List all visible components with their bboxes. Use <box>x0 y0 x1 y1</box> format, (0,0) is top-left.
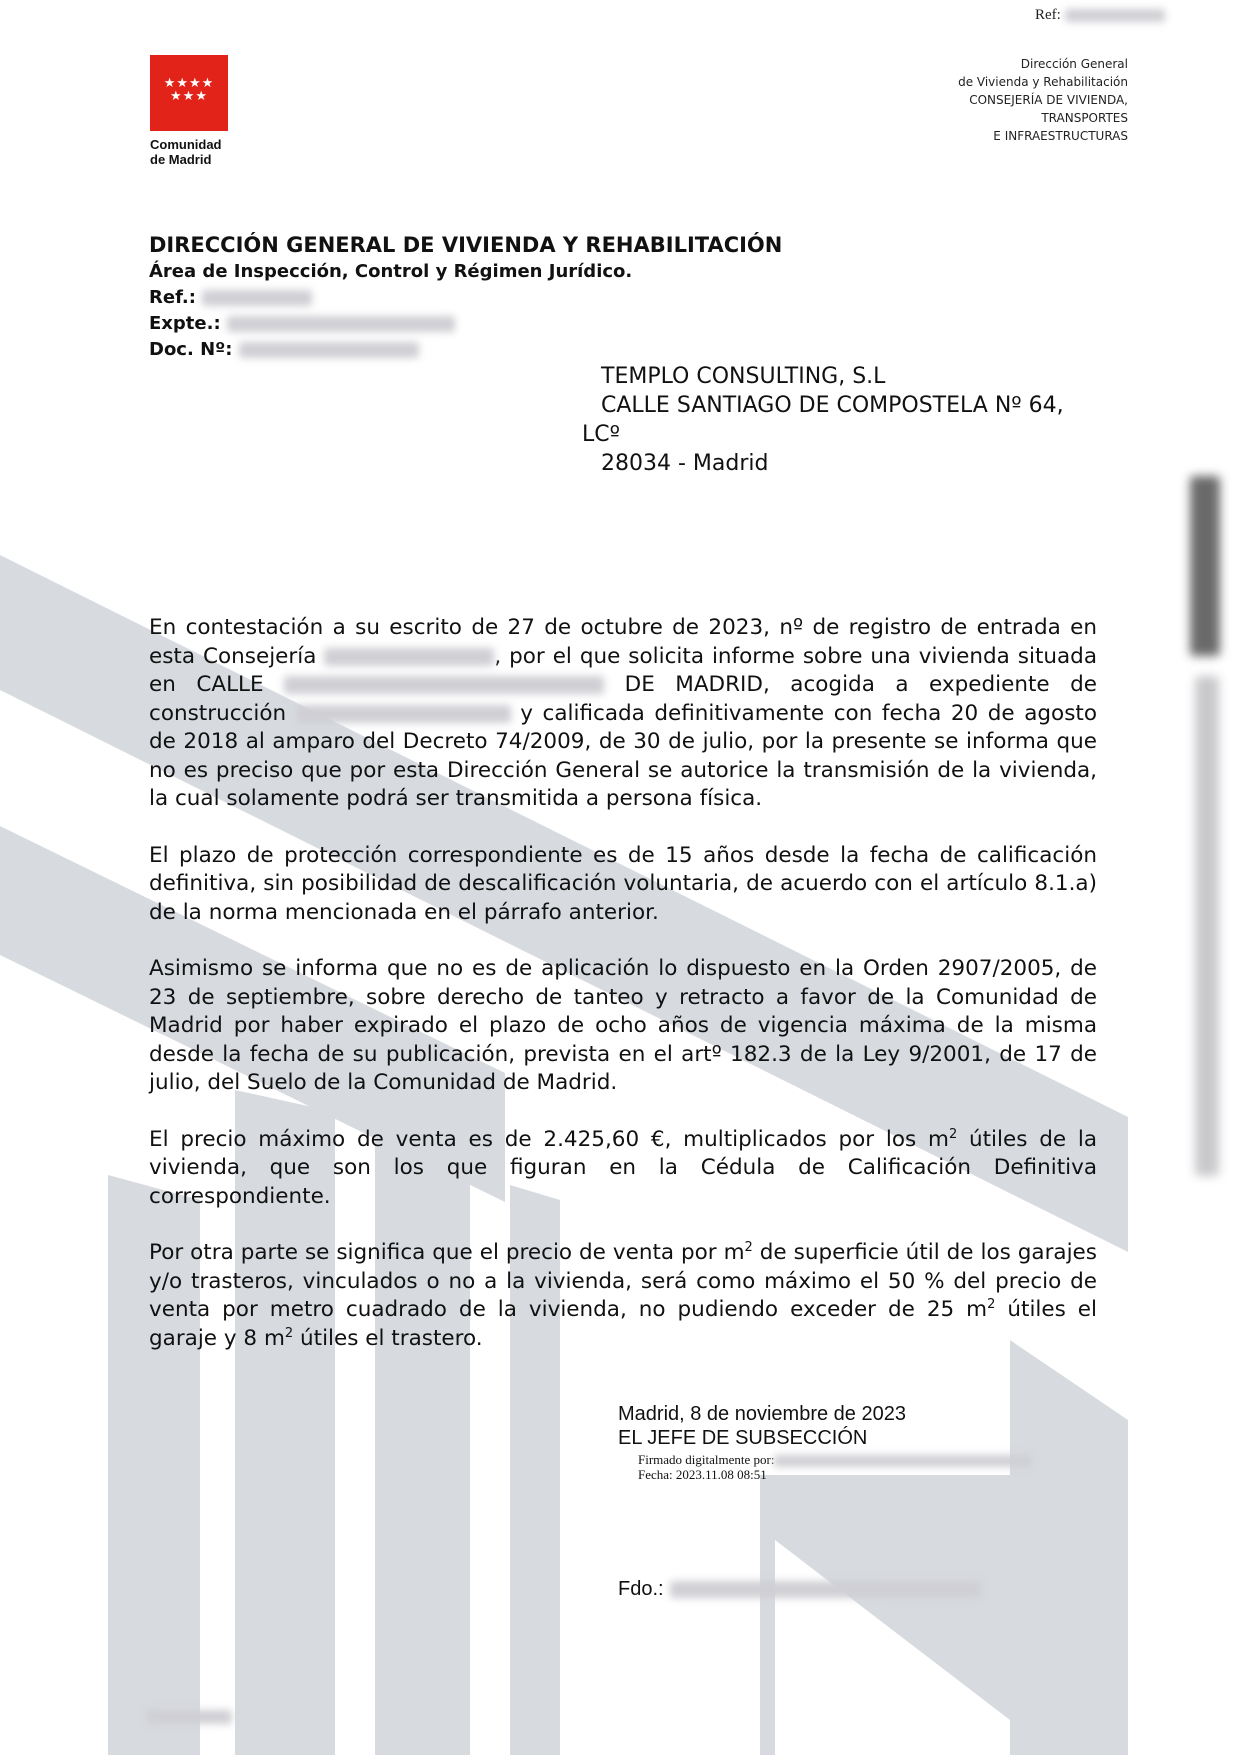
place-date: Madrid, 8 de noviembre de 2023 <box>618 1403 906 1425</box>
digital-date: Fecha: 2023.11.08 08:51 <box>638 1467 767 1483</box>
logo-line-1: Comunidad <box>150 137 222 152</box>
doc-row <box>149 337 782 363</box>
issuer-line: CONSEJERÍA DE VIVIENDA, <box>969 93 1128 107</box>
side-verification-stamp <box>1190 476 1226 1176</box>
recipient-line: TEMPLO CONSULTING, S.L <box>601 364 886 389</box>
signer-role: EL JEFE DE SUBSECCIÓN <box>618 1427 868 1449</box>
issuer-line: E INFRAESTRUCTURAS <box>993 129 1128 143</box>
superscript: 2 <box>987 1296 996 1312</box>
fdo-label: Fdo.: <box>618 1578 664 1600</box>
ref-label: Ref.: <box>149 287 196 308</box>
issuer-line: TRANSPORTES <box>1041 111 1128 125</box>
expte-label: Expte.: <box>149 313 221 334</box>
paragraph-4 <box>149 1126 1097 1212</box>
signature-block <box>618 1402 1032 1482</box>
redacted-value <box>284 676 604 694</box>
issuer-line: de Vivienda y Rehabilitación <box>958 75 1128 89</box>
document-heading <box>149 232 782 363</box>
comunidad-madrid-logo <box>150 55 230 167</box>
logo-line-2: de Madrid <box>150 152 212 167</box>
digital-signature <box>638 1452 1032 1482</box>
p4-text-b: útiles de la vivienda, que son los que figuran en la Cédula de Calificación Definitiva correspondiente. <box>149 1126 1097 1209</box>
paragraph-1 <box>149 614 1097 814</box>
redacted-value <box>239 342 419 358</box>
p1-text-c: DE MADRID, acogida a expediente de construcción <box>149 672 1098 726</box>
redacted-barcode <box>1190 476 1220 656</box>
doc-label: Doc. Nº: <box>149 339 233 360</box>
heading-title: DIRECCIÓN GENERAL DE VIVIENDA Y REHABILITACIÓN <box>149 233 783 257</box>
redacted-value <box>296 705 511 723</box>
recipient-address <box>582 362 1064 478</box>
p4-text-a: El precio máximo de venta es de 2.425,60 €, multiplicados por los m <box>149 1126 949 1152</box>
superscript: 2 <box>284 1325 294 1341</box>
paragraph-2: El plazo de protección correspondiente es de 15 años desde la fecha de calificación definitiva, sin posibilidad de descalificación voluntaria, de acuerdo con el artículo 8.1.a) de la norma mencionada en el párrafo anterior. <box>149 842 1097 925</box>
redacted-vertical-text <box>1195 676 1219 1176</box>
issuer-block <box>958 55 1128 145</box>
p5-text-a: Por otra parte se significa que el precio de venta por m <box>149 1240 745 1265</box>
footer-code <box>147 1706 232 1725</box>
paragraph-5 <box>149 1239 1097 1353</box>
top-reference <box>1035 7 1165 24</box>
superscript: 2 <box>744 1239 753 1255</box>
recipient-line: LCº <box>582 422 620 447</box>
letter-body <box>149 614 1097 1381</box>
issuer-line: Dirección General <box>1020 57 1128 71</box>
madrid-flag-icon <box>150 55 228 131</box>
expte-row <box>149 311 782 337</box>
redacted-value <box>202 290 312 306</box>
ref-row <box>149 285 782 311</box>
p1-text-b: , por el que solicita informe sobre una vivienda situada en CALLE <box>149 643 1097 697</box>
redacted-footer <box>147 1710 232 1724</box>
p5-text-b: de superficie útil de los garajes y/o trasteros, vinculados o no a la vivienda, será como máximo el 50 % del precio de venta por metro cuadrado de la vivienda, no pudiendo exceder de 25 m <box>149 1240 1097 1322</box>
heading-subtitle: Área de Inspección, Control y Régimen Jurídico. <box>149 261 633 282</box>
p5-text-d: útiles el trastero. <box>293 1325 483 1351</box>
redacted-signer-name <box>670 1581 980 1598</box>
p5-text-c: útiles el garaje y 8 m <box>149 1297 1097 1351</box>
redacted-signer <box>774 1455 1032 1467</box>
redacted-ref <box>1065 9 1165 22</box>
redacted-value <box>324 648 494 666</box>
logo-name <box>150 137 230 167</box>
paragraph-3: Asimismo se informa que no es de aplicación lo dispuesto en la Orden 2907/2005, de 23 de septiembre, sobre derecho de tanteo y retracto a favor de la Comunidad de Madrid por haber expirado el plazo de ocho años de vigencia máxima de la misma desde la fecha de su publicación, prevista en el artº 182.3 de la Ley 9/2001, de 17 de julio, del Suelo de la Comunidad de Madrid. <box>149 956 1097 1095</box>
recipient-line: 28034 - Madrid <box>601 451 769 476</box>
p1-text-a: En contestación a su escrito de 27 de octubre de 2023, nº de registro de entrada en esta Consejería <box>149 615 1097 669</box>
recipient-line: CALLE SANTIAGO DE COMPOSTELA Nº 64, <box>601 393 1064 418</box>
stars-icon: ★★★★ ★★★ <box>163 76 215 104</box>
top-ref-label: Ref: <box>1035 7 1061 23</box>
redacted-value <box>227 316 455 332</box>
digital-label: Firmado digitalmente por: <box>638 1452 775 1467</box>
p1-text-d: y calificada definitivamente con fecha 20 de agosto de 2018 al amparo del Decreto 74/2009, de 30 de julio, por la presente se informa que no es preciso que por esta Dirección General se autorice la transmisión de la vivienda, la cual solamente podrá ser transmitida a persona física. <box>149 700 1097 811</box>
signed-by <box>618 1578 980 1601</box>
superscript: 2 <box>948 1126 958 1142</box>
